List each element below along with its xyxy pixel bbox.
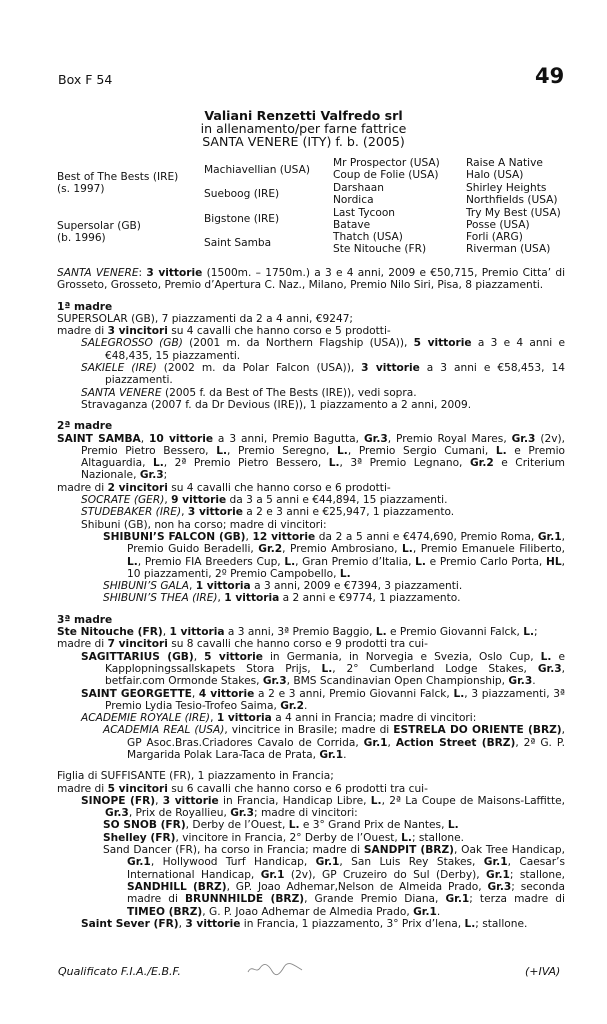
- pedigree-cell: Machiavellian (USA): [204, 164, 310, 176]
- section-second-dam: 2ª madre: [57, 420, 113, 433]
- pedigree-cell: Darshaan: [333, 182, 384, 194]
- section-third-dam: 3ª madre: [57, 613, 113, 626]
- horse-summary: SANTA VENERE: 3 vittorie (1500m. – 1750m.) a 3 e 4 anni, 2009 e €50,715, Premio Citta’ di Grosseto, Grosseto, Premio d’Apertura C. Naz., Milano, Premio Nilo Siri, Pisa, 8 piazzamenti.: [57, 267, 566, 292]
- lot-header: [0, 109, 607, 148]
- training-status: in allenamento/per farne fattrice: [200, 121, 407, 136]
- pedigree-cell: Riverman (USA): [466, 243, 551, 255]
- pedigree-cell: Raise A Native: [466, 157, 543, 169]
- pedigree-cell: Northfields (USA): [466, 194, 558, 206]
- pedigree-cell: Bigstone (IRE): [204, 213, 280, 225]
- owner-name: Valiani Renzetti Valfredo srl: [204, 108, 403, 123]
- pedigree-cell: Shirley Heights: [466, 182, 547, 194]
- pedigree-cell: Last Tycoon: [333, 207, 396, 219]
- page-number: 49: [535, 64, 565, 88]
- pedigree-cell: Coup de Folie (USA): [333, 169, 439, 181]
- pedigree-cell: Halo (USA): [466, 169, 524, 181]
- footer-vat: (+IVA): [525, 965, 561, 978]
- pedigree-cell: Try My Best (USA): [466, 207, 561, 219]
- box-label: Box F 54: [58, 72, 113, 87]
- signature-icon: [246, 962, 306, 976]
- pedigree-sire: Best of The Bests (IRE) (s. 1997): [57, 171, 179, 195]
- pedigree-cell: Saint Samba: [204, 237, 272, 249]
- pedigree-cell: Thatch (USA): [333, 231, 403, 243]
- pedigree-dam: Supersolar (GB) (b. 1996): [57, 220, 141, 244]
- pedigree-cell: Mr Prospector (USA): [333, 157, 440, 169]
- pedigree-cell: Posse (USA): [466, 219, 530, 231]
- pedigree-cell: Nordica: [333, 194, 374, 206]
- section-first-dam: 1ª madre: [57, 300, 113, 313]
- pedigree-cell: Batave: [333, 219, 371, 231]
- horse-name: SANTA VENERE (ITY) f. b. (2005): [202, 134, 405, 149]
- pedigree-cell: Sueboog (IRE): [204, 188, 280, 200]
- catalogue-text: SANTA VENERE: 3 vittorie (1500m. – 1750m.) a 3 e 4 anni, 2009 e €50,715, Premio Citta’ di Grosseto, Grosseto, Premio d’Apertura C. Naz., Milano, Premio Nilo Siri, Pisa, 8 piazzamenti. 1ª madre SUPERSOLAR (GB), 7 piazzamenti da 2 a 4 anni, €9247; madre di 3 vincitori su 4 cavalli che hanno corso e 5 prodotti- SALEGROSSO (GB) (2001 m. da Northern Flagship (USA)), 5 vittorie a 3 e 4 anni e €48,435, 15 piazzamenti. SAKIELE (IRE) (2002 m. da Polar Falcon (USA)), 3 vittorie a 3 anni e €58,453, 14 piazzamenti. SANTA VENERE (2005 f. da Best of The Bests (IRE)), vedi sopra. Stravaganza (2007 f. da Dr Devious (IRE)), 1 piazzamento a 2 anni, 2009. 2ª madre SAINT SAMBA, 10 vittorie a 3 anni, Premio Bagutta, Gr.3, Premio Royal Mares, Gr.3 (2v), Premio Pietro Bessero, L., Premio Seregno, L., Premio Sergio Cumani, L. e Premio Altaguardia, L., 2ª Premio Pietro Bessero, L., 3ª Premio Legnano, Gr.2 e Criterium Nazionale, Gr.3; madre di 2 vincitori su 4 cavalli che hanno corso e 6 prodotti- SOCRATE (GER), 9 vittorie da 3 a 5 anni e €44,894, 15 piazzamenti. STUDEBAKER (IRE), 3 vittorie a 2 e 3 anni e €25,947, 1 piazzamento. Shibuni (GB), non ha corso; madre di vincitori: SHIBUNI’S FALCON (GB), 12 vittorie da 2 a 5 anni e €474,690, Premio Roma, Gr.1, Premio Guido Beradelli, Gr.2, Premio Ambrosiano, L., Premio Emanuele Filiberto, L., Premio FIA Breeders Cup, L., Gran Premio d’Italia, L. e Premio Carlo Porta, HL, 10 piazzamenti, 2º Premio Campobello, L. SHIBUNI’S GALA, 1 vittoria a 3 anni, 2009 e €7394, 3 piazzamenti. SHIBUNI’S THEA (IRE), 1 vittoria a 2 anni e €9774, 1 piazzamento. 3ª madre Ste Nitouche (FR), 1 vittoria a 3 anni, 3ª Premio Baggio, L. e Premio Giovanni Falck, L.; madre di 7 vincitori su 8 cavalli che hanno corso e 9 prodotti tra cui- SAGITTARIUS (GB), 5 vittorie in Germania, in Norvegia e Svezia, Oslo Cup, L. e Kapplopningssallskapets Stora Prijs, L., 2° Cumberland Lodge Stakes, Gr.3, betfair.com Ormonde Stakes, Gr.3, BMS Scandinavian Open Championship, Gr.3. SAINT GEORGETTE, 4 vittorie a 2 e 3 anni, Premio Giovanni Falck, L., 3 piazzamenti, 3ª Premio Lydia Tesio-Trofeo Saima, Gr.2. ACADEMIE ROYALE (IRE), 1 vittoria a 4 anni in Francia; madre di vincitori: ACADEMIA REAL (USA), vincitrice in Brasile; madre di ESTRELA DO ORIENTE (BRZ), GP Asoc.Bras.Criadores Cavalo de Corrida, Gr.1, Action Street (BRZ), 2ª G. P. Margarida Polak Lara-Taca de Prata, Gr.1. Figlia di SUFFISANTE (FR), 1 piazzamento in Francia; madre di 5 vincitori su 6 cavalli che hanno corso e 6 prodotti tra cui- SINOPE (FR), 3 vittorie in Francia, Handicap Libre, L., 2ª La Coupe de Maisons-Laffitte, Gr.3, Prix de Royallieu, Gr.3; madre di vincitori: SO SNOB (FR), Derby de l’Ouest, L. e 3° Grand Prix de Nantes, L. Shelley (FR), vincitore in Francia, 2° Derby de l’Ouest, L.; stallone. Sand Dancer (FR), ha corso in Francia; madre di SANDPIT (BRZ), Oak Tree Handicap, Gr.1, Hollywood Turf Handicap, Gr.1, San Luis Rey Stakes, Gr.1, Caesar’s International Handicap, Gr.1 (2v), GP Cruzeiro do Sul (Derby), Gr.1; stallone, SANDHILL (BRZ), GP. Joao Adhemar,Nelson de Almeida Prado, Gr.3; seconda madre di BRUNNHILDE (BRZ), Grande Premio Diana, Gr.1; terza madre di TIMEO (BRZ), G. P. Joao Adhemar de Almedia Prado, Gr.1. Saint Sever (FR), 3 vittorie in Francia, 1 piazzamento, 3° Prix d’lena, L.; stallone.: [57, 267, 566, 930]
- pedigree-cell: Forli (ARG): [466, 231, 523, 243]
- pedigree-cell: Ste Nitouche (FR): [333, 243, 427, 255]
- footer-qualification: Qualificato F.I.A./E.B.F.: [58, 965, 181, 978]
